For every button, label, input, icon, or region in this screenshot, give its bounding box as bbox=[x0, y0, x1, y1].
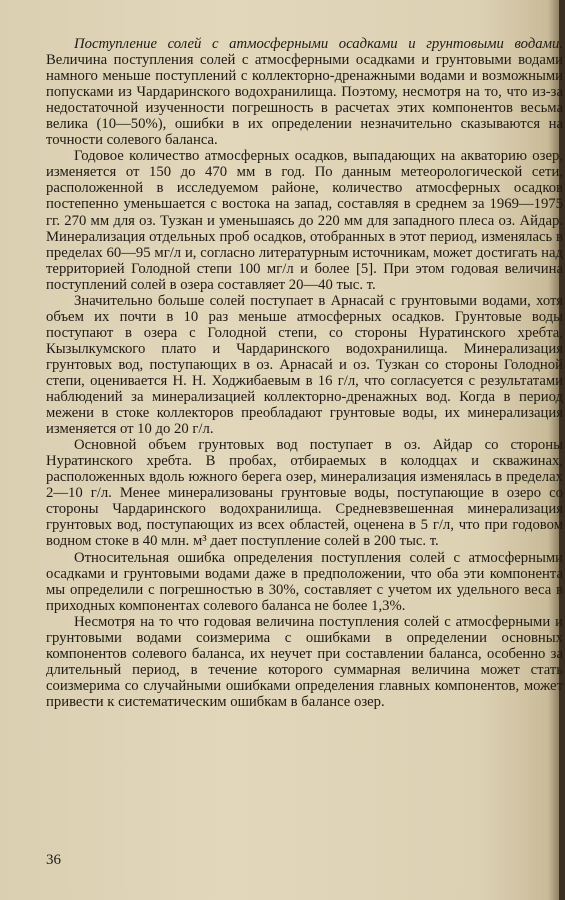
paragraph-5: Относительная ошибка определения поступления солей с атмосферными осадками и грунтовыми водами даже в предположении, что оба эти компонента мы определили с погрешностью в 30%, составляет с учетом их удельного веса в приходных компонентах солевого баланса не более 1,3%. bbox=[46, 549, 563, 614]
section-heading: Поступление солей с атмосферными осадками и грунтовыми водами. bbox=[74, 36, 563, 52]
body-text bbox=[46, 36, 563, 710]
paragraph-4: Основной объем грунтовых вод поступает в оз. Айдар со стороны Нуратинского хребта. В пробах, отбираемых в колодцах и скважинах, расположенных вдоль южного берега озер, минерализация изменялась в пределах 2—10 г/л. Менее минерализованы грунтовые воды, поступающие в озеро со стороны Чардаринского водохранилища. Средневзвешенная минерализация грунтовых вод, поступающих из всех областей, оценена в 5 г/л, что при годовом водном стоке в 40 млн. м³ дает поступление солей в 200 тыс. т. bbox=[46, 437, 563, 550]
paragraph-6: Несмотря на то что годовая величина поступления солей с атмосферными и грунтовыми водами соизмерима с ошибками в определении основных компонентов солевого баланса, их неучет при составлении баланса, особенно за длительный период, в течение которого суммарная величина может стать соизмерима со случайными ошибками определения главных компонентов, может привести к систематическим ошибкам в балансе озер. bbox=[46, 613, 563, 710]
paragraph-1-text: Величина поступления солей с атмосферными осадками и грунтовыми водами намного меньше поступлений с коллекторно-дренажными водами и возможными попусками из Чардаринского водохранилища. Поэтому, несмотря на то, что из-за недостаточной изученности погрешность в расчетах этих компонентов весьма велика (10—50%), ошибки в их определении незначительно сказываются на точности солевого баланса. bbox=[46, 52, 563, 149]
paragraph-2: Годовое количество атмосферных осадков, выпадающих на акваторию озер, изменяется от 150 до 470 мм в год. По данным метеорологической сети, расположенной в исследуемом районе, количество атмосферных осадков постепенно уменьшается с востока на запад, составляя в среднем за 1969—1975 гг. 270 мм для оз. Тузкан и уменьшаясь до 220 мм для западного плеса оз. Айдар. Минерализация отдельных проб осадков, отобранных в этот период, изменялась в пределах 60—95 мг/л и, согласно литературным источникам, может достигать над территорией Голодной степи 100 мг/л и более [5]. При этом годовая величина поступлений солей в озера составляет 20—40 тыс. т. bbox=[46, 148, 563, 293]
paragraph-1 bbox=[46, 36, 563, 148]
page-number: 36 bbox=[46, 852, 61, 868]
paragraph-3: Значительно больше солей поступает в Арнасай с грунтовыми водами, хотя объем их почти в 10 раз меньше атмосферных осадков. Грунтовые воды поступают в озера с Голодной степи, со стороны Нуратинского хребта, Кызылкумского плато и Чардаринского водохранилища. Минерализация грунтовых вод, поступающих в оз. Арнасай и оз. Тузкан со стороны Голодной степи, оценивается Н. Н. Ходжибаевым в 16 г/л, что согласуется с результатами наблюдений за минерализацией коллекторно-дренажных вод. Когда в период межени в стоке коллекторов преобладают грунтовые воды, их минерализация изменяется от 10 до 20 г/л. bbox=[46, 292, 563, 438]
